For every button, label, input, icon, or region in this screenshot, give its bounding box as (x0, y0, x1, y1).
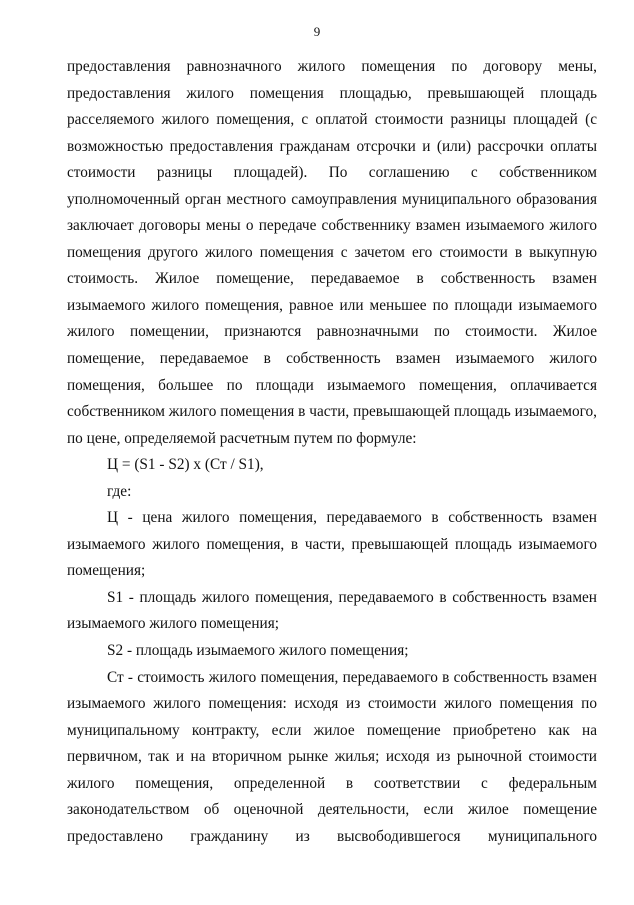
definition-st: Ст - стоимость жилого помещения, передаваемого в собственность взамен изымаемого жилого помещения: исходя из стоимости жилого помещения по муниципальному контракту, если жилое помещение приобретено как на первичном, так и на вторичном рынке жилья; исходя из рыночной стоимости жилого помещения, определенной в соответствии с федеральным законодательством об оценочной деятельности, если жилое помещение предоставлено гражданину из высвободившегося муниципального (67, 668, 597, 845)
document-body (67, 54, 597, 850)
paragraph-main: предоставления равнозначного жилого помещения по договору мены, предоставления жилого помещения площадью, превышающей площадь расселяемого жилого помещения, с оплатой стоимости разницы площадей (с возможностью предоставления гражданам отсрочки и (или) рассрочки оплаты стоимости разницы площадей). По соглашению с собственником уполномоченный орган местного самоуправления муниципального образования заключает договоры мены о передаче собственнику взамен изымаемого жилого помещения другого жилого помещения с зачетом его стоимости в выкупную стоимость. Жилое помещение, передаваемое в собственность взамен изымаемого жилого помещения, равное или меньшее по площади изымаемого жилого помещении, признаются равнозначными по стоимости. Жилое помещение, передаваемое в собственность взамен изымаемого жилого помещения, большее по площади изымаемого помещения, оплачивается собственником жилого помещения в части, превышающей площадь изымаемого, по цене, определяемой расчетным путем по формуле: (67, 58, 597, 447)
definition-s1: S1 - площадь жилого помещения, передаваемого в собственность взамен изымаемого жилого помещения; (67, 588, 597, 633)
where-label: где: (107, 482, 132, 500)
page-number: 9 (313, 24, 321, 39)
definition-s2: S2 - площадь изымаемого жилого помещения; (107, 642, 409, 660)
formula: Ц = (S1 - S2) x (Ст / S1), (107, 456, 264, 474)
definition-c: Ц - цена жилого помещения, передаваемого в собственность взамен изымаемого жилого помещения, в части, превышающей площадь изымаемого помещения; (67, 509, 597, 580)
